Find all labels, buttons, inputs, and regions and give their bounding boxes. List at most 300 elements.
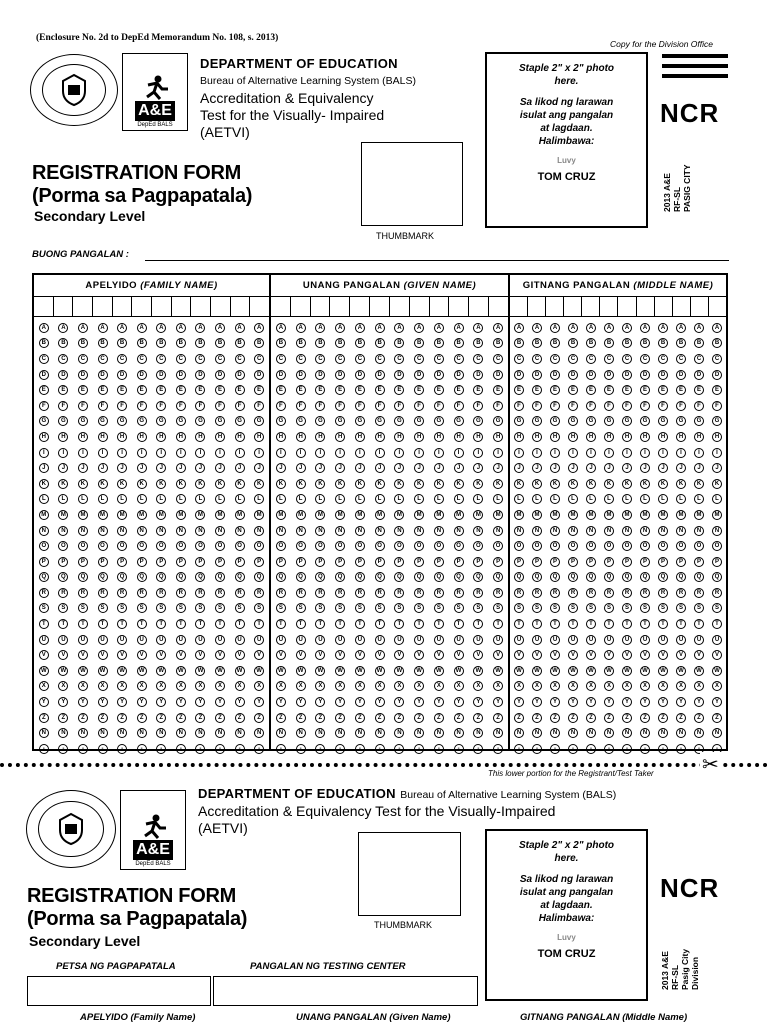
letter-bubble[interactable]: M [78,510,88,520]
letter-bubble[interactable]: N [532,526,542,536]
letter-bubble[interactable]: Z [39,713,49,723]
letter-bubble[interactable]: W [676,666,686,676]
letter-bubble[interactable]: M [235,510,245,520]
letter-bubble[interactable]: M [254,510,264,520]
letter-bubble[interactable]: Z [493,713,503,723]
letter-bubble[interactable]: Q [568,572,578,582]
letter-bubble[interactable]: H [712,432,722,442]
letter-bubble[interactable]: N [315,526,325,536]
letter-bubble[interactable]: A [254,323,264,333]
letter-bubble[interactable]: A [235,323,245,333]
letter-bubble[interactable]: J [568,463,578,473]
letter-bubble[interactable]: W [335,666,345,676]
letter-bubble[interactable]: D [586,370,596,380]
letter-bubble[interactable]: K [195,479,205,489]
letter-bubble[interactable]: K [215,479,225,489]
letter-bubble[interactable]: K [156,479,166,489]
letter-entry-cell[interactable] [93,297,113,316]
letter-bubble[interactable]: Y [640,697,650,707]
letter-bubble[interactable]: Y [604,697,614,707]
letter-bubble[interactable]: T [235,619,245,629]
letter-bubble[interactable]: L [117,494,127,504]
letter-bubble[interactable]: N [568,526,578,536]
letter-bubble[interactable]: Q [355,572,365,582]
letter-bubble[interactable]: Y [117,697,127,707]
letter-bubble[interactable]: Z [394,713,404,723]
letter-bubble[interactable]: Ñ [254,728,264,738]
letter-bubble[interactable]: G [658,416,668,426]
letter-bubble[interactable]: C [514,354,524,364]
letter-bubble[interactable]: V [176,650,186,660]
letter-bubble[interactable]: M [355,510,365,520]
letter-bubble[interactable]: D [676,370,686,380]
letter-bubble[interactable]: W [586,666,596,676]
letter-bubble[interactable]: L [176,494,186,504]
letter-bubble[interactable]: L [39,494,49,504]
letter-bubble[interactable]: Q [375,572,385,582]
letter-bubble[interactable]: D [276,370,286,380]
letter-bubble[interactable]: T [276,619,286,629]
letter-bubble[interactable]: - [58,744,68,754]
letter-bubble[interactable]: H [414,432,424,442]
letter-bubble[interactable]: G [315,416,325,426]
letter-bubble[interactable]: Ñ [375,728,385,738]
letter-bubble[interactable]: O [355,541,365,551]
letter-bubble[interactable]: O [58,541,68,551]
letter-bubble[interactable]: H [355,432,365,442]
letter-bubble[interactable]: B [532,338,542,348]
letter-bubble[interactable]: Ñ [176,728,186,738]
letter-bubble[interactable]: Q [296,572,306,582]
letter-bubble[interactable]: E [604,385,614,395]
letter-bubble[interactable]: Ñ [550,728,560,738]
letter-bubble[interactable]: P [454,557,464,567]
letter-bubble[interactable]: M [712,510,722,520]
letter-bubble[interactable]: M [676,510,686,520]
letter-bubble[interactable]: C [176,354,186,364]
letter-bubble[interactable]: M [514,510,524,520]
letter-bubble[interactable]: Z [176,713,186,723]
letter-bubble[interactable]: C [195,354,205,364]
letter-bubble[interactable]: J [254,463,264,473]
letter-bubble[interactable]: Ñ [58,728,68,738]
letter-bubble[interactable]: F [355,401,365,411]
letter-bubble[interactable]: S [58,603,68,613]
letter-bubble[interactable]: Z [78,713,88,723]
letter-bubble[interactable]: P [375,557,385,567]
letter-bubble[interactable]: C [335,354,345,364]
letter-bubble[interactable]: P [137,557,147,567]
letter-bubble[interactable]: N [414,526,424,536]
letter-bubble[interactable]: C [137,354,147,364]
letter-bubble[interactable]: T [335,619,345,629]
letter-bubble[interactable]: O [315,541,325,551]
letter-bubble[interactable]: I [254,448,264,458]
letter-bubble[interactable]: D [414,370,424,380]
letter-bubble[interactable]: E [355,385,365,395]
letter-bubble[interactable]: P [235,557,245,567]
letter-bubble[interactable]: F [434,401,444,411]
letter-bubble[interactable]: Q [676,572,686,582]
letter-bubble[interactable]: R [78,588,88,598]
letter-bubble[interactable]: D [215,370,225,380]
letter-bubble[interactable]: G [434,416,444,426]
letter-bubble[interactable]: C [375,354,385,364]
letter-bubble[interactable]: U [550,635,560,645]
letter-bubble[interactable]: Y [375,697,385,707]
letter-bubble[interactable]: Y [454,697,464,707]
letter-bubble[interactable]: - [176,744,186,754]
letter-bubble[interactable]: F [215,401,225,411]
thumbmark-box[interactable] [358,832,461,916]
letter-bubble[interactable]: C [622,354,632,364]
letter-bubble[interactable]: P [604,557,614,567]
letter-bubble[interactable]: K [414,479,424,489]
letter-bubble[interactable]: V [355,650,365,660]
letter-bubble[interactable]: Q [39,572,49,582]
letter-bubble[interactable]: K [355,479,365,489]
letter-bubble[interactable]: V [394,650,404,660]
letter-bubble[interactable]: W [355,666,365,676]
letter-bubble[interactable]: K [235,479,245,489]
letter-bubble[interactable]: G [176,416,186,426]
letter-bubble[interactable]: B [568,338,578,348]
letter-bubble[interactable]: W [195,666,205,676]
letter-bubble[interactable]: - [622,744,632,754]
letter-bubble[interactable]: X [676,681,686,691]
letter-bubble[interactable]: E [694,385,704,395]
letter-bubble[interactable]: Z [296,713,306,723]
letter-bubble[interactable]: F [394,401,404,411]
letter-bubble[interactable]: - [454,744,464,754]
letter-bubble[interactable]: D [296,370,306,380]
letter-entry-cell[interactable] [618,297,636,316]
letter-bubble[interactable]: C [604,354,614,364]
letter-bubble[interactable]: Ñ [454,728,464,738]
letter-bubble[interactable]: T [640,619,650,629]
letter-bubble[interactable]: H [514,432,524,442]
letter-bubble[interactable]: L [568,494,578,504]
letter-bubble[interactable]: B [156,338,166,348]
letter-bubble[interactable]: L [254,494,264,504]
letter-bubble[interactable]: Z [658,713,668,723]
letter-bubble[interactable]: E [568,385,578,395]
letter-bubble[interactable]: A [39,323,49,333]
letter-bubble[interactable]: D [568,370,578,380]
letter-bubble[interactable]: R [473,588,483,598]
letter-bubble[interactable]: V [532,650,542,660]
letter-bubble[interactable]: Q [493,572,503,582]
letter-bubble[interactable]: W [622,666,632,676]
letter-bubble[interactable]: T [493,619,503,629]
letter-bubble[interactable]: M [215,510,225,520]
letter-bubble[interactable]: N [195,526,205,536]
letter-bubble[interactable]: J [676,463,686,473]
letter-bubble[interactable]: R [315,588,325,598]
letter-bubble[interactable]: A [414,323,424,333]
letter-bubble[interactable]: Q [315,572,325,582]
letter-bubble[interactable]: Y [434,697,444,707]
letter-bubble[interactable]: A [117,323,127,333]
letter-bubble[interactable]: J [712,463,722,473]
letter-bubble[interactable]: - [493,744,503,754]
letter-bubble[interactable]: K [176,479,186,489]
letter-bubble[interactable]: V [414,650,424,660]
letter-entry-cell[interactable] [330,297,350,316]
letter-bubble[interactable]: K [550,479,560,489]
letter-bubble[interactable]: Q [712,572,722,582]
letter-bubble[interactable]: F [235,401,245,411]
letter-bubble[interactable]: H [176,432,186,442]
letter-bubble[interactable]: K [58,479,68,489]
letter-bubble[interactable]: Y [315,697,325,707]
letter-bubble[interactable]: N [394,526,404,536]
letter-bubble[interactable]: E [414,385,424,395]
letter-bubble[interactable]: L [676,494,686,504]
letter-bubble[interactable]: U [640,635,650,645]
letter-entry-cell[interactable] [34,297,54,316]
letter-bubble[interactable]: Q [640,572,650,582]
letter-bubble[interactable]: U [568,635,578,645]
letter-bubble[interactable]: M [195,510,205,520]
letter-bubble[interactable]: R [39,588,49,598]
letter-bubble[interactable]: M [640,510,650,520]
letter-bubble[interactable]: E [640,385,650,395]
letter-bubble[interactable]: I [137,448,147,458]
letter-bubble[interactable]: T [296,619,306,629]
letter-bubble[interactable]: H [550,432,560,442]
letter-bubble[interactable]: Y [39,697,49,707]
letter-bubble[interactable]: V [640,650,650,660]
letter-bubble[interactable]: C [414,354,424,364]
letter-bubble[interactable]: X [514,681,524,691]
letter-bubble[interactable]: G [254,416,264,426]
letter-bubble[interactable]: A [276,323,286,333]
letter-bubble[interactable]: J [375,463,385,473]
letter-bubble[interactable]: H [215,432,225,442]
letter-bubble[interactable]: Z [568,713,578,723]
letter-bubble[interactable]: N [375,526,385,536]
letter-bubble[interactable]: Z [532,713,542,723]
letter-bubble[interactable]: R [254,588,264,598]
letter-bubble[interactable]: D [532,370,542,380]
letter-bubble[interactable]: K [586,479,596,489]
letter-bubble[interactable]: R [604,588,614,598]
letter-bubble[interactable]: J [414,463,424,473]
letter-bubble[interactable]: X [550,681,560,691]
letter-bubble[interactable]: Z [622,713,632,723]
letter-bubble[interactable]: M [315,510,325,520]
letter-bubble[interactable]: P [98,557,108,567]
letter-bubble[interactable]: L [532,494,542,504]
letter-bubble[interactable]: C [493,354,503,364]
letter-bubble[interactable]: S [156,603,166,613]
letter-bubble[interactable]: W [296,666,306,676]
letter-bubble[interactable]: L [694,494,704,504]
letter-bubble[interactable]: F [276,401,286,411]
letter-bubble[interactable]: V [58,650,68,660]
letter-bubble[interactable]: Q [215,572,225,582]
letter-bubble[interactable]: M [117,510,127,520]
letter-bubble[interactable]: P [215,557,225,567]
letter-bubble[interactable]: C [117,354,127,364]
letter-bubble[interactable]: V [454,650,464,660]
letter-bubble[interactable]: C [394,354,404,364]
letter-bubble[interactable]: J [454,463,464,473]
letter-bubble[interactable]: S [550,603,560,613]
letter-bubble[interactable]: Ñ [640,728,650,738]
letter-bubble[interactable]: Z [414,713,424,723]
letter-bubble[interactable]: B [454,338,464,348]
letter-bubble[interactable]: S [414,603,424,613]
letter-bubble[interactable]: K [712,479,722,489]
letter-bubble[interactable]: I [98,448,108,458]
letter-bubble[interactable]: D [137,370,147,380]
letter-bubble[interactable]: D [39,370,49,380]
letter-bubble[interactable]: W [434,666,444,676]
letter-bubble[interactable]: E [375,385,385,395]
letter-bubble[interactable]: A [156,323,166,333]
letter-bubble[interactable]: - [254,744,264,754]
letter-bubble[interactable]: V [296,650,306,660]
letter-bubble[interactable]: M [276,510,286,520]
letter-bubble[interactable]: L [195,494,205,504]
letter-entry-cell[interactable] [113,297,133,316]
letter-bubble[interactable]: R [355,588,365,598]
letter-bubble[interactable]: I [394,448,404,458]
letter-bubble[interactable]: H [622,432,632,442]
letter-bubble[interactable]: - [473,744,483,754]
letter-bubble[interactable]: M [335,510,345,520]
letter-bubble[interactable]: Y [235,697,245,707]
letter-bubble[interactable]: U [473,635,483,645]
letter-bubble[interactable]: H [235,432,245,442]
letter-bubble[interactable]: Z [276,713,286,723]
letter-bubble[interactable]: X [694,681,704,691]
letter-bubble[interactable]: A [355,323,365,333]
letter-bubble[interactable]: T [622,619,632,629]
letter-bubble[interactable]: Z [473,713,483,723]
letter-bubble[interactable]: - [604,744,614,754]
letter-bubble[interactable]: C [78,354,88,364]
letter-bubble[interactable]: R [414,588,424,598]
letter-bubble[interactable]: Z [434,713,444,723]
letter-bubble[interactable]: H [156,432,166,442]
letter-bubble[interactable]: A [640,323,650,333]
letter-bubble[interactable]: C [98,354,108,364]
letter-bubble[interactable]: T [394,619,404,629]
letter-bubble[interactable]: G [375,416,385,426]
letter-bubble[interactable]: C [454,354,464,364]
letter-bubble[interactable]: G [394,416,404,426]
letter-bubble[interactable]: D [394,370,404,380]
letter-bubble[interactable]: Ñ [676,728,686,738]
letter-bubble[interactable]: A [454,323,464,333]
letter-bubble[interactable]: N [78,526,88,536]
letter-bubble[interactable]: O [454,541,464,551]
letter-bubble[interactable]: E [514,385,524,395]
letter-bubble[interactable]: Y [414,697,424,707]
letter-bubble[interactable]: A [514,323,524,333]
letter-bubble[interactable]: V [694,650,704,660]
letter-bubble[interactable]: S [640,603,650,613]
letter-bubble[interactable]: X [195,681,205,691]
letter-bubble[interactable]: D [604,370,614,380]
letter-bubble[interactable]: V [235,650,245,660]
letter-bubble[interactable]: X [315,681,325,691]
letter-bubble[interactable]: R [493,588,503,598]
letter-bubble[interactable]: I [335,448,345,458]
letter-bubble[interactable]: Q [622,572,632,582]
letter-bubble[interactable]: E [454,385,464,395]
letter-bubble[interactable]: L [586,494,596,504]
letter-bubble[interactable]: I [514,448,524,458]
letter-bubble[interactable]: P [712,557,722,567]
letter-bubble[interactable]: H [473,432,483,442]
letter-bubble[interactable]: G [586,416,596,426]
letter-bubble[interactable]: K [532,479,542,489]
letter-bubble[interactable]: Y [195,697,205,707]
letter-bubble[interactable]: - [550,744,560,754]
letter-bubble[interactable]: I [296,448,306,458]
letter-bubble[interactable]: G [493,416,503,426]
letter-bubble[interactable]: O [215,541,225,551]
letter-bubble[interactable]: V [39,650,49,660]
letter-bubble[interactable]: N [604,526,614,536]
letter-bubble[interactable]: S [315,603,325,613]
letter-entry-cell[interactable] [370,297,390,316]
letter-bubble[interactable]: A [532,323,542,333]
letter-bubble[interactable]: G [335,416,345,426]
letter-bubble[interactable]: Ñ [195,728,205,738]
letter-bubble[interactable]: W [137,666,147,676]
letter-bubble[interactable]: I [117,448,127,458]
letter-bubble[interactable]: D [550,370,560,380]
letter-bubble[interactable]: A [98,323,108,333]
letter-bubble[interactable]: C [215,354,225,364]
letter-bubble[interactable]: I [622,448,632,458]
letter-bubble[interactable]: Y [550,697,560,707]
letter-entry-cell[interactable] [655,297,673,316]
letter-bubble[interactable]: W [694,666,704,676]
letter-bubble[interactable]: T [550,619,560,629]
letter-bubble[interactable]: D [254,370,264,380]
letter-bubble[interactable]: U [532,635,542,645]
letter-bubble[interactable]: T [568,619,578,629]
letter-bubble[interactable]: H [254,432,264,442]
letter-bubble[interactable]: J [640,463,650,473]
letter-bubble[interactable]: Y [568,697,578,707]
letter-bubble[interactable]: D [315,370,325,380]
letter-bubble[interactable]: W [604,666,614,676]
letter-bubble[interactable]: I [550,448,560,458]
letter-bubble[interactable]: Ñ [712,728,722,738]
letter-bubble[interactable]: F [473,401,483,411]
letter-bubble[interactable]: Y [176,697,186,707]
letter-bubble[interactable]: Ñ [296,728,306,738]
letter-bubble[interactable]: S [586,603,596,613]
letter-bubble[interactable]: T [156,619,166,629]
letter-bubble[interactable]: D [78,370,88,380]
letter-bubble[interactable]: I [215,448,225,458]
letter-bubble[interactable]: B [276,338,286,348]
letter-bubble[interactable]: U [586,635,596,645]
letter-bubble[interactable]: J [39,463,49,473]
letter-bubble[interactable]: U [176,635,186,645]
letter-bubble[interactable]: V [335,650,345,660]
letter-bubble[interactable]: - [434,744,444,754]
letter-bubble[interactable]: X [335,681,345,691]
